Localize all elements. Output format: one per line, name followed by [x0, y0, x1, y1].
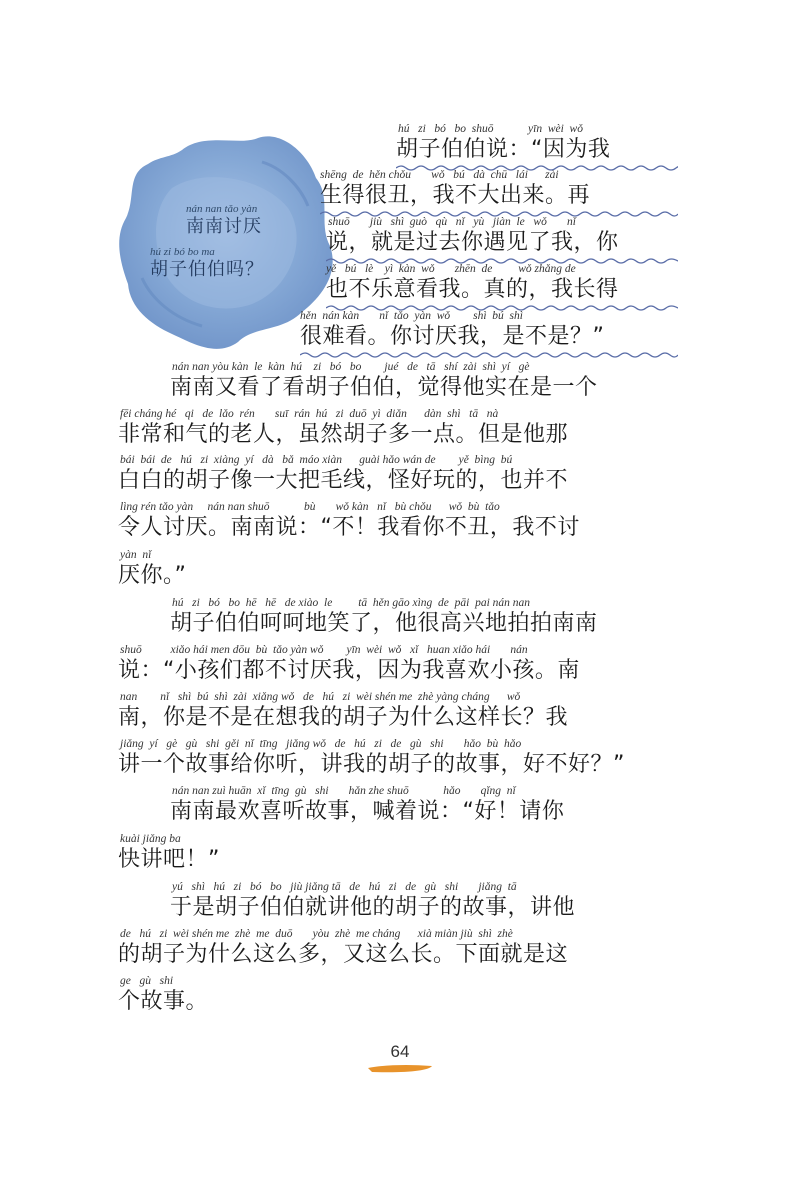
wavy-underline-1 — [396, 164, 678, 172]
question-text-1: 南南讨厌 — [186, 216, 262, 237]
question-pinyin-2: hú zi bó bo ma — [150, 246, 215, 258]
hanzi-line-14: 讲一个故事给你听，讲我的胡子的故事，好不好？” — [118, 752, 625, 777]
pinyin-line-13: nan nǐ shì bú shì zài xiǎng wǒ de hú zi wèi shén me zhè yàng cháng wǒ — [120, 691, 521, 703]
pinyin-line-2: shēng de hěn chǒu wǒ bú dà chū lái zài — [320, 169, 559, 181]
pinyin-line-9: lìng rén tǎo yàn nán nan shuō bù wǒ kàn nǐ bù chǒu wǒ bù tǎo — [120, 501, 500, 513]
question-text-2: 胡子伯伯吗？ — [150, 259, 264, 280]
hanzi-line-12: 说：“小孩们都不讨厌我，因为我喜欢小孩。南 — [118, 658, 580, 683]
pinyin-line-4: yě bú lè yì kàn wǒ zhēn de wǒ zhǎng de — [326, 263, 576, 275]
question-line-1 — [186, 202, 262, 238]
hanzi-line-8: 白白的胡子像一大把毛线，怪好玩的，也并不 — [118, 468, 569, 493]
hanzi-line-17: 于是胡子伯伯就讲他的胡子的故事，讲他 — [170, 895, 576, 920]
wavy-underline-5 — [300, 351, 678, 359]
pinyin-line-14: jiǎng yí gè gù shi gěi nǐ tīng jiǎng wǒ de hú zi de gù shi hǎo bù hǎo — [120, 738, 522, 750]
pinyin-line-5: hěn nán kàn nǐ tǎo yàn wǒ shì bú shì — [300, 310, 523, 322]
hanzi-line-9: 令人讨厌。南南说：“不！我看你不丑，我不讨 — [118, 515, 580, 540]
question-line-2 — [150, 245, 264, 281]
pinyin-line-16: kuài jiǎng ba — [120, 833, 181, 845]
pinyin-line-19: ge gù shi — [120, 975, 174, 987]
pinyin-line-17: yú shì hú zi bó bo jiù jiǎng tā de hú zi de gù shi jiǎng tā — [172, 881, 517, 893]
wavy-underline-3 — [326, 257, 678, 265]
hanzi-line-3: 说，就是过去你遇见了我，你 — [326, 230, 619, 255]
hanzi-line-18: 的胡子为什么这么多，又这么长。下面就是这 — [118, 942, 569, 967]
pinyin-line-6: nán nan yòu kàn le kàn hú zi bó bo jué de tā shí zài shì yí gè — [172, 361, 530, 373]
wavy-underline-2 — [320, 210, 678, 218]
question-pinyin-1: nán nan tǎo yàn — [186, 203, 258, 215]
hanzi-line-1: 胡子伯伯说：“因为我 — [396, 137, 611, 162]
hanzi-line-6: 南南又看了看胡子伯伯，觉得他实在是一个 — [170, 375, 598, 400]
pinyin-line-3: shuō jiù shì guò qù nǐ yù jiàn le wǒ nǐ — [328, 216, 576, 228]
hanzi-line-16: 快讲吧！” — [118, 847, 220, 872]
pinyin-line-18: de hú zi wèi shén me zhè me duō yòu zhè me cháng xià miàn jiù shì zhè — [120, 928, 513, 940]
pinyin-line-10: yàn nǐ — [120, 549, 152, 561]
hanzi-line-11: 胡子伯伯呵呵地笑了，他很高兴地拍拍南南 — [170, 611, 598, 636]
hanzi-line-13: 南，你是不是在想我的胡子为什么这样长？我 — [118, 705, 569, 730]
pinyin-line-15: nán nan zuì huān xǐ tīng gù shi hǎn zhe shuō hǎo qǐng nǐ — [172, 785, 516, 797]
hanzi-line-4: 也不乐意看我。真的，我长得 — [326, 277, 619, 302]
pinyin-line-7: fēi cháng hé qi de lǎo rén suī rán hú zi duō yì diǎn dàn shì tā nà — [120, 408, 499, 420]
pinyin-line-1: hú zi bó bo shuō yīn wèi wǒ — [398, 123, 583, 135]
pinyin-line-8: bái bái de hú zi xiàng yí dà bǎ máo xiàn guài hǎo wán de yě bìng bú — [120, 454, 513, 466]
pinyin-line-11: hú zi bó bo hē hē de xiào le tā hěn gāo xìng de pāi pai nán nan — [172, 597, 531, 609]
hanzi-line-19: 个故事。 — [118, 989, 209, 1014]
hanzi-line-7: 非常和气的老人，虽然胡子多一点。但是他那 — [118, 422, 569, 447]
hanzi-line-2: 生得很丑，我不大出来。再 — [320, 183, 591, 208]
hanzi-line-5: 很难看。你讨厌我，是不是？” — [300, 324, 605, 349]
wavy-underline-4 — [326, 304, 678, 312]
page-number: 64 — [390, 1042, 410, 1061]
page-number-brush-stroke — [366, 1062, 436, 1076]
hanzi-line-15: 南南最欢喜听故事，喊着说：“好！请你 — [170, 799, 565, 824]
hanzi-line-10: 厌你。” — [118, 563, 187, 588]
pinyin-line-12: shuō xiǎo hái men dōu bù tǎo yàn wǒ yīn wèi wǒ xǐ huan xiǎo hái nán — [120, 644, 528, 656]
